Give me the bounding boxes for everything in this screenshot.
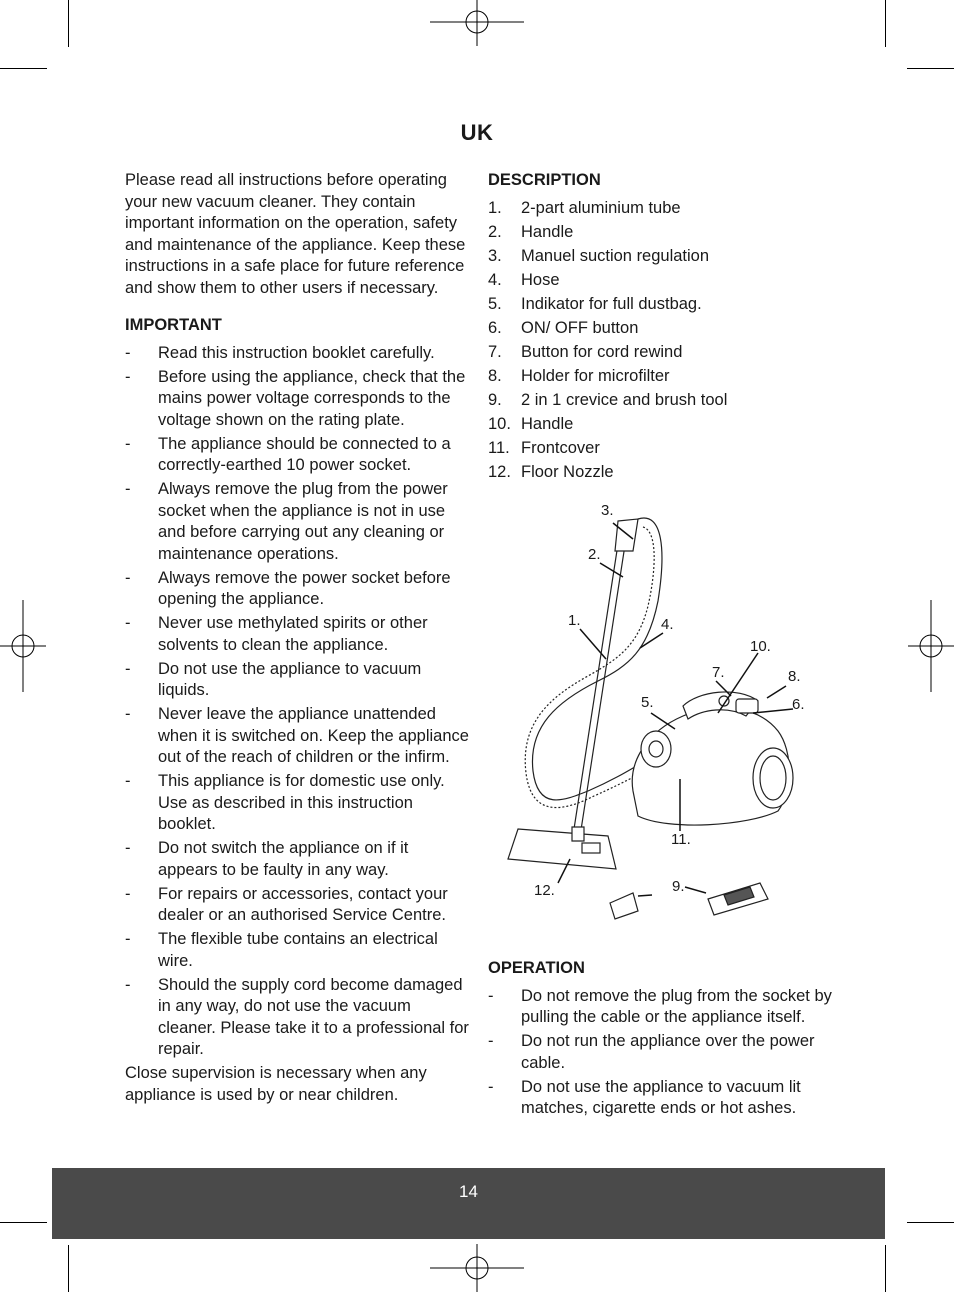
list-item: 7. Button for cord rewind xyxy=(488,342,683,361)
list-item: - Do not remove the plug from the socket by pulling the cable or the appliance itself. xyxy=(488,986,832,1026)
registration-mark-bottom xyxy=(430,1244,524,1292)
list-item: - Never leave the appliance unattended when it is switched on. Keep the appliance out of the reach of children or the infirm. xyxy=(125,705,469,766)
callout-label: 4. xyxy=(661,616,674,633)
left-column xyxy=(125,170,470,1122)
list-item: 6. ON/ OFF button xyxy=(488,318,639,337)
crop-mark xyxy=(907,68,954,69)
description-list xyxy=(488,198,833,484)
list-item: - Do not switch the appliance on if it appears to be faulty in any way. xyxy=(125,839,409,879)
crop-mark xyxy=(68,0,69,47)
crop-mark xyxy=(68,1245,69,1292)
list-item: - Should the supply cord become damaged in any way, do not use the vacuum cleaner. Please take it to a professional for repair. xyxy=(125,975,469,1058)
callout-label: 3. xyxy=(601,502,614,519)
crop-mark xyxy=(0,1222,47,1223)
list-item: - Read this instruction booklet carefully. xyxy=(125,343,435,362)
callout-label: 9. xyxy=(672,878,685,895)
callout-label: 1. xyxy=(568,612,581,629)
crop-mark xyxy=(885,0,886,47)
callout-label: 6. xyxy=(792,696,805,713)
list-item: - Always remove the plug from the power socket when the appliance is not in use and before carrying out any cleaning or maintenance operations. xyxy=(125,480,448,563)
tube-shape xyxy=(574,519,638,830)
list-item: - The appliance should be connected to a correctly-earthed 10 power socket. xyxy=(125,434,451,474)
list-item: - Never use methylated spirits or other solvents to clean the appliance. xyxy=(125,614,428,654)
list-item: - Do not use the appliance to vacuum liquids. xyxy=(125,659,422,699)
crop-mark xyxy=(907,1222,954,1223)
registration-mark-right xyxy=(906,600,954,692)
list-item: 8. Holder for microfilter xyxy=(488,366,670,385)
list-item: 4. Hose xyxy=(488,270,560,289)
list-item: 3. Manuel suction regulation xyxy=(488,246,710,265)
description-heading: DESCRIPTION xyxy=(488,171,601,189)
right-column xyxy=(488,170,833,1122)
important-heading: IMPORTANT xyxy=(125,316,222,334)
floor-nozzle-shape xyxy=(508,827,616,869)
operation-heading: OPERATION xyxy=(488,959,585,977)
list-item: 9. 2 in 1 crevice and brush tool xyxy=(488,390,728,409)
closing-paragraph: Close supervision is necessary when any appliance is used by or near children. xyxy=(125,1064,427,1104)
vacuum-cleaner-illustration xyxy=(488,491,833,946)
callout-label: 12. xyxy=(534,882,555,899)
callout-label: 7. xyxy=(712,664,725,681)
list-item: - Do not use the appliance to vacuum lit matches, cigarette ends or hot ashes. xyxy=(488,1077,801,1117)
registration-mark-top xyxy=(430,0,524,48)
operation-list xyxy=(488,986,833,1120)
list-item: 11. Frontcover xyxy=(488,438,600,457)
callout-label: 10. xyxy=(750,638,771,655)
list-item: 10. Handle xyxy=(488,414,574,433)
page-number: 14 xyxy=(459,1182,478,1201)
list-item: - Before using the appliance, check that the mains power voltage corresponds to the voltage shown on the rating plate. xyxy=(125,367,466,429)
callout-label: 8. xyxy=(788,668,801,685)
list-item: 5. Indikator for full dustbag. xyxy=(488,294,702,313)
list-item: - For repairs or accessories, contact your dealer or an authorised Service Centre. xyxy=(125,884,448,924)
crop-mark xyxy=(885,1245,886,1292)
callout-label: 5. xyxy=(641,694,654,711)
registration-mark-left xyxy=(0,600,48,692)
vacuum-cleaner-diagram xyxy=(488,491,833,946)
callout-label: 2. xyxy=(588,546,601,563)
callout-label: 11. xyxy=(671,831,691,848)
list-item: 1. 2-part aluminium tube xyxy=(488,198,681,217)
important-list xyxy=(125,343,470,1061)
list-item: - Always remove the power socket before opening the appliance. xyxy=(125,568,451,608)
list-item: 12. Floor Nozzle xyxy=(488,462,614,481)
crop-mark xyxy=(0,68,47,69)
list-item: 2. Handle xyxy=(488,222,574,241)
list-item: - This appliance is for domestic use only. Use as described in this instruction booklet. xyxy=(125,772,445,833)
footer-bar xyxy=(52,1168,885,1239)
intro-paragraph: Please read all instructions before operating your new vacuum cleaner. They contain important information on the operation, safety and maintenance of the appliance. Keep these instructions in a safe place for future reference and show them to other users if necessary. xyxy=(125,171,466,297)
list-item: - The flexible tube contains an electrical wire. xyxy=(125,930,438,970)
page-title: UK xyxy=(460,120,494,145)
list-item: - Do not run the appliance over the power cable. xyxy=(488,1032,815,1072)
